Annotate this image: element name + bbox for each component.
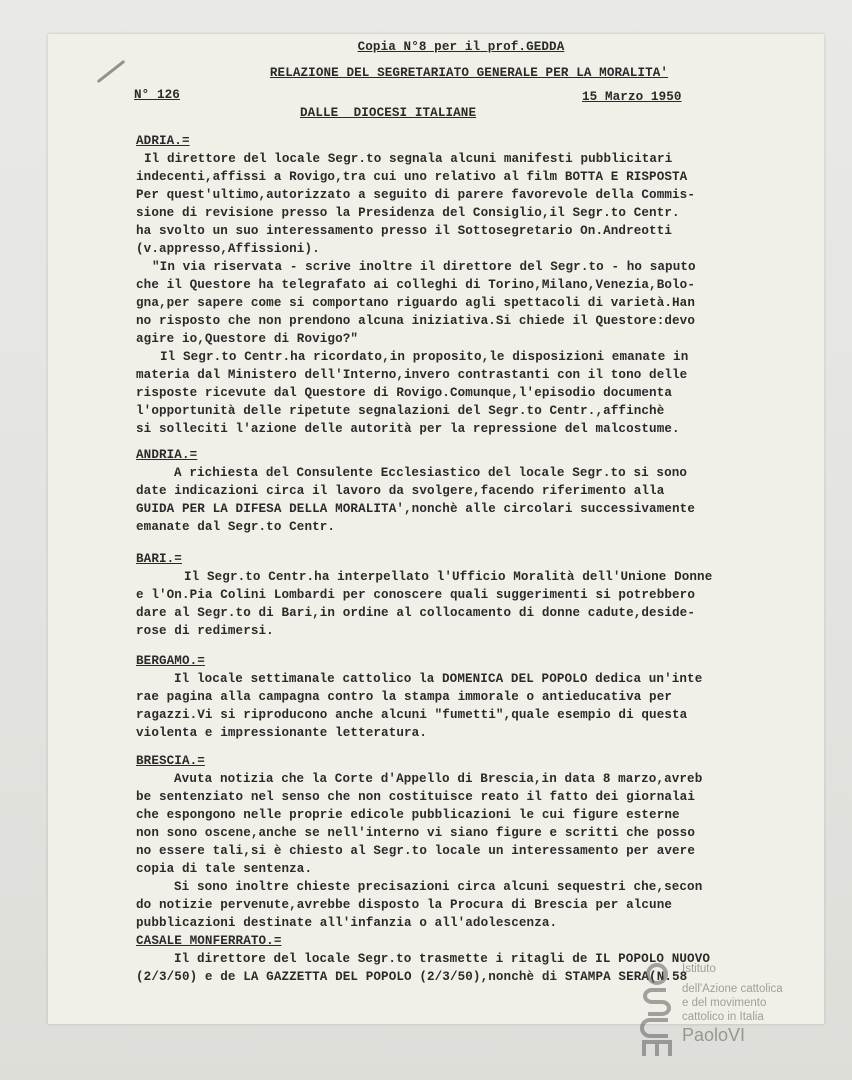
text-line: emanate dal Segr.to Centr. (136, 520, 336, 534)
text-line: indecenti,affissi a Rovigo,tra cui uno relativo al film BOTTA E RISPOSTA (136, 170, 688, 184)
text-line: date indicazioni circa il lavoro da svolgere,facendo riferimento alla (136, 484, 665, 498)
text-line: no essere tali,si è chiesto al Segr.to locale un interessamento per avere (136, 844, 695, 858)
text-line: (v.appresso,Affissioni). (136, 242, 320, 256)
document-title: RELAZIONE DEL SEGRETARIATO GENERALE PER LA MORALITA' (269, 66, 669, 80)
text-line: e l'On.Pia Colini Lombardi per conoscere quali suggerimenti si potrebbero (136, 588, 695, 602)
document-subtitle: DALLE DIOCESI ITALIANE (300, 106, 477, 120)
text-line: Il locale settimanale cattolico la DOMENICA DEL POPOLO dedica un'inte (174, 672, 703, 686)
text-line: violenta e impressionante letteratura. (136, 726, 427, 740)
report-number: N° 126 (134, 88, 180, 102)
text-line: si solleciti l'azione delle autorità per la repressione del malcostume. (136, 422, 680, 436)
watermark-line: e del movimento (682, 997, 767, 1009)
section-brescia (84, 752, 814, 932)
text-line: Il Segr.to Centr.ha interpellato l'Ufficio Moralità dell'Unione Donne (184, 570, 713, 584)
text-line: GUIDA PER LA DIFESA DELLA MORALITA',nonchè alle circolari successivamente (136, 502, 695, 516)
text-line: non sono oscene,anche se nell'interno vi siano figure e scritti che posso (136, 826, 695, 840)
watermark-line: PaoloVI (682, 1025, 746, 1045)
text-line: rae pagina alla campagna contro la stampa immorale o antieducativa per (136, 690, 673, 704)
section-bergamo (84, 652, 814, 742)
section-adria (84, 132, 814, 438)
text-line: ragazzi.Vi si riproducono anche alcuni "fumetti",quale esempio di questa (136, 708, 688, 722)
text-line: dare al Segr.to di Bari,in ordine al collocamento di donne cadute,deside- (136, 606, 695, 620)
section-heading: BRESCIA.= (136, 754, 205, 768)
section-heading: CASALE MONFERRATO.= (136, 934, 282, 948)
copy-line: Copia N°8 per il prof.GEDDA (357, 40, 565, 54)
archive-watermark (636, 956, 826, 1066)
text-line: che espongono nelle proprie edicole pubblicazioni le cui figure esterne (136, 808, 680, 822)
section-andria (84, 446, 814, 536)
typed-document (84, 38, 814, 986)
watermark-line: cattolico in Italia (682, 1011, 764, 1023)
text-line: l'opportunità delle ripetute segnalazioni del Segr.to Centr.,affinchè (136, 404, 665, 418)
text-line: pubblicazioni destinate all'infanzia o all'adolescenza. (136, 916, 558, 930)
header-row (84, 82, 814, 104)
text-line: Per quest'ultimo,autorizzato a seguito di parere favorevole della Commis- (136, 188, 695, 202)
text-line: Si sono inoltre chieste precisazioni circa alcuni sequestri che,secon (174, 880, 703, 894)
archive-logo-icon (638, 960, 676, 1058)
text-line: rose di redimersi. (136, 624, 274, 638)
text-line: gna,per sapere come si comportano riguardo agli spettacoli di varietà.Han (136, 296, 695, 310)
watermark-line: dell'Azione cattolica (682, 983, 783, 995)
text-line: do notizie pervenute,avrebbe disposto la Procura di Brescia per alcune (136, 898, 673, 912)
text-line: (2/3/50) e de LA GAZZETTA DEL POPOLO (2/3/50),nonchè di STAMPA SERA(N.58 (136, 970, 688, 984)
text-line: Il Segr.to Centr.ha ricordato,in proposito,le disposizioni emanate in (160, 350, 689, 364)
text-line: ha svolto un suo interessamento presso il Sottosegretario On.Andreotti (136, 224, 673, 238)
text-line: Il direttore del locale Segr.to trasmette i ritagli de IL POPOLO NUOVO (174, 952, 711, 966)
text-line: materia dal Ministero dell'Interno,invero contrastanti con il tono delle (136, 368, 688, 382)
text-line: copia di tale sentenza. (136, 862, 313, 876)
text-line: agire io,Questore di Rovigo?" (136, 332, 359, 346)
section-heading: ANDRIA.= (136, 448, 198, 462)
text-line: be sentenziato nel senso che non costituisce reato il fatto dei giornalai (136, 790, 695, 804)
report-date: 15 Marzo 1950 (582, 90, 682, 104)
section-heading: ADRIA.= (136, 134, 190, 148)
text-line: risposte ricevute dal Questore di Rovigo.Comunque,l'episodio documenta (136, 386, 673, 400)
text-line: "In via riservata - scrive inoltre il direttore del Segr.to - ho saputo (152, 260, 696, 274)
text-line: Il direttore del locale Segr.to segnala alcuni manifesti pubblicitari (144, 152, 673, 166)
text-line: Avuta notizia che la Corte d'Appello di Brescia,in data 8 marzo,avreb (174, 772, 703, 786)
text-line: no risposto che non prendono alcuna iniziativa.Si chiede il Questore:devo (136, 314, 695, 328)
section-heading: BERGAMO.= (136, 654, 205, 668)
section-bari (84, 550, 814, 640)
text-line: A richiesta del Consulente Ecclesiastico del locale Segr.to si sono (174, 466, 688, 480)
text-line: sione di revisione presso la Presidenza del Consiglio,il Segr.to Centr. (136, 206, 680, 220)
watermark-line: Istituto (682, 963, 716, 975)
text-line: che il Questore ha telegrafato ai colleghi di Torino,Milano,Venezia,Bolo- (136, 278, 695, 292)
watermark-text (682, 962, 783, 1046)
section-heading: BARI.= (136, 552, 182, 566)
